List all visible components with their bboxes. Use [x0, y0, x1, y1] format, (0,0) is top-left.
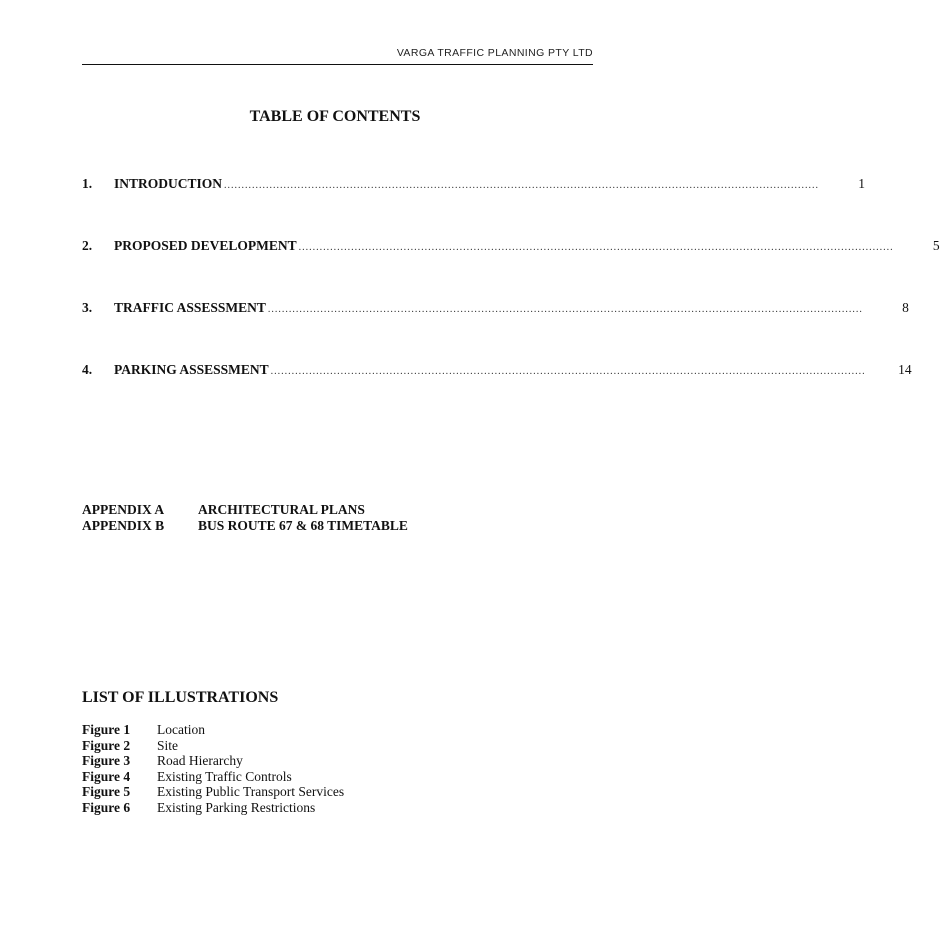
figure-title: Location — [157, 722, 205, 737]
toc-title: TABLE OF CONTENTS — [249, 108, 421, 125]
appendix-title: BUS ROUTE 67 & 68 TIMETABLE — [198, 518, 408, 533]
figure-item[interactable] — [82, 769, 344, 785]
toc-entry-page: 8 — [902, 300, 909, 315]
toc-leader-dots: .......................................................................................................................................................................... — [270, 366, 866, 377]
toc-entry-introduction[interactable] — [82, 176, 866, 194]
toc-entry-parking-assessment[interactable] — [82, 362, 912, 380]
illustrations-list — [82, 722, 344, 816]
appendix-label: APPENDIX A — [82, 502, 165, 517]
toc-leader-dots: .......................................................................................................................................................................... — [298, 242, 894, 253]
figure-label: Figure 5 — [82, 784, 131, 800]
figure-label: Figure 6 — [82, 799, 131, 815]
figure-label: Figure 1 — [82, 722, 131, 737]
toc-entry-number: 3. — [82, 300, 93, 315]
toc-entry-label: PARKING ASSESSMENT — [114, 362, 269, 377]
toc-entry-label: TRAFFIC ASSESSMENT — [114, 300, 266, 315]
toc-entry-number: 4. — [82, 362, 93, 377]
appendix-label: APPENDIX B — [82, 518, 165, 533]
toc-leader-dots: .......................................................................................................................................................................... — [224, 180, 820, 191]
figure-title: Site — [157, 737, 179, 753]
appendix-title: ARCHITECTURAL PLANS — [198, 502, 365, 517]
figure-title: Existing Parking Restrictions — [157, 799, 316, 815]
figure-item[interactable] — [82, 800, 344, 816]
figure-item[interactable] — [82, 753, 344, 769]
figure-label: Figure 3 — [82, 753, 131, 769]
toc-entry-page: 14 — [898, 362, 912, 377]
toc-entry-label: PROPOSED DEVELOPMENT — [114, 238, 297, 253]
toc-entry-page: 1 — [858, 176, 866, 191]
figure-label: Figure 2 — [82, 737, 131, 753]
header-rule — [82, 64, 593, 65]
toc-entry-label: INTRODUCTION — [114, 176, 223, 191]
figure-item[interactable] — [82, 722, 344, 738]
toc-entry-traffic-assessment[interactable] — [82, 300, 909, 318]
figure-title: Existing Public Transport Services — [157, 784, 345, 800]
toc-entry-number: 2. — [82, 238, 93, 253]
figure-item[interactable] — [82, 784, 344, 800]
toc-leader-dots: .......................................................................................................................................................................... — [267, 304, 863, 315]
illustrations-title: LIST OF ILLUSTRATIONS — [82, 689, 279, 706]
figure-title: Existing Traffic Controls — [157, 768, 292, 784]
toc-entry-page: 5 — [932, 238, 940, 253]
figure-item[interactable] — [82, 738, 344, 754]
appendix-list — [82, 502, 408, 534]
page-header: VARGA TRAFFIC PLANNING PTY LTD — [396, 47, 593, 59]
appendix-item[interactable] — [82, 518, 408, 534]
figure-label: Figure 4 — [82, 768, 131, 784]
toc-entry-proposed-development[interactable] — [82, 238, 940, 256]
toc-entry-number: 1. — [82, 176, 93, 191]
figure-title: Road Hierarchy — [157, 753, 243, 769]
appendix-item[interactable] — [82, 502, 408, 518]
